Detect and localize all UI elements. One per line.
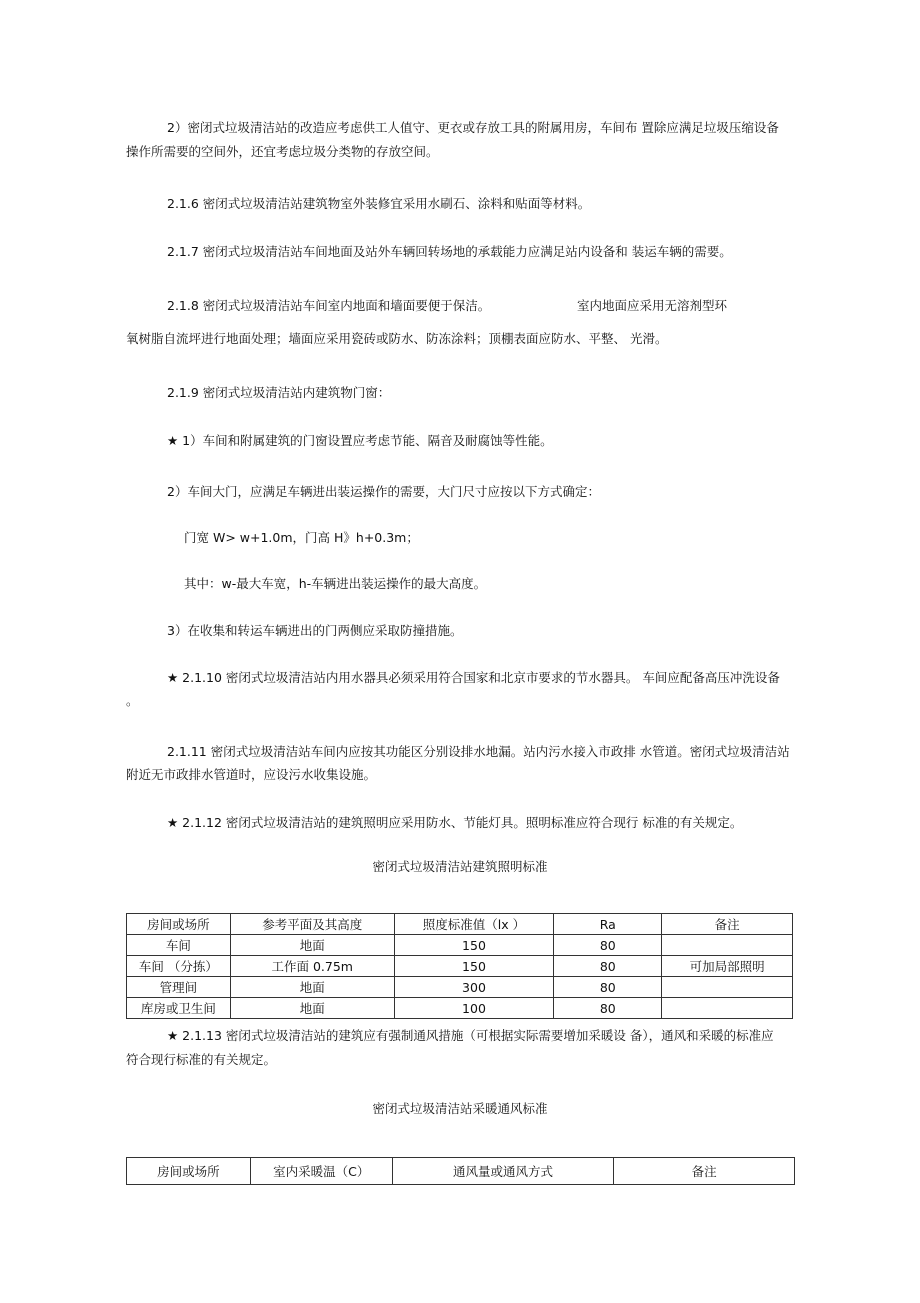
table1-title: 密闭式垃圾清洁站建筑照明标准 (372, 859, 548, 874)
formula-note: 其中：w-最大车宽，h-车辆进出装运操作的最大高度。 (184, 576, 487, 591)
para-2-1-8-line2: 氧树脂自流坪进行地面处理；墙面应采用瓷砖或防水、防冻涂料；顶棚表面应防水、平整、 光滑。 (126, 331, 668, 346)
table-cell: 80 (554, 998, 662, 1019)
table-cell: 80 (554, 956, 662, 977)
table-cell: 300 (394, 977, 554, 998)
table-row (127, 935, 793, 956)
table-cell: 可加局部照明 (662, 956, 793, 977)
para-2-1-8-a: 2.1.8 密闭式垃圾清洁站车间室内地面和墙面要便于保洁。 (167, 298, 491, 313)
para-2-line1: 2）密闭式垃圾清洁站的改造应考虑供工人值守、更衣或存放工具的附属用房，车间布 置除应满足垃圾压缩设备 (167, 120, 779, 135)
table-row (127, 956, 793, 977)
table-cell (662, 935, 793, 956)
table-header-cell: 房间或场所 (127, 1158, 251, 1185)
table-cell: 150 (394, 956, 554, 977)
para-2-1-11-line2: 附近无市政排水管道时，应设污水收集设施。 (126, 767, 377, 782)
table-header-cell: 备注 (662, 914, 793, 935)
para-2-1-6: 2.1.6 密闭式垃圾清洁站建筑物室外装修宜采用水刷石、涂料和贴面等材料。 (167, 196, 591, 211)
para-2-1-9: 2.1.9 密闭式垃圾清洁站内建筑物门窗： (167, 385, 391, 400)
table-cell: 车间 （分拣） (127, 956, 231, 977)
table-cell: 库房或卫生间 (127, 998, 231, 1019)
table-header-cell: 参考平面及其高度 (230, 914, 394, 935)
lighting-standard-table (126, 913, 793, 1019)
table-cell (662, 998, 793, 1019)
table-cell: 管理间 (127, 977, 231, 998)
para-2-line2: 操作所需要的空间外，还宜考虑垃圾分类物的存放空间。 (126, 144, 439, 159)
table-header-cell: 房间或场所 (127, 914, 231, 935)
table-cell: 100 (394, 998, 554, 1019)
table-row (127, 998, 793, 1019)
para-2-1-9-item2: 2）车间大门，应满足车辆进出装运操作的需要，大门尺寸应按以下方式确定： (167, 484, 600, 499)
para-2-1-13-line1: ★ 2.1.13 密闭式垃圾清洁站的建筑应有强制通风措施（可根据实际需要增加采暖设 备），通风和采暖的标准应 (167, 1028, 774, 1043)
table-cell (662, 977, 793, 998)
table-header-cell: 室内采暖温（C） (250, 1158, 392, 1185)
para-2-1-13-line2: 符合现行标准的有关规定。 (126, 1052, 277, 1067)
table-cell: 工作面 0.75m (230, 956, 394, 977)
para-2-1-10-line2: 。 (126, 693, 139, 708)
heating-ventilation-table (126, 1157, 795, 1185)
para-2-1-12: ★ 2.1.12 密闭式垃圾清洁站的建筑照明应采用防水、节能灯具。照明标准应符合现行 标准的有关规定。 (167, 815, 743, 830)
table-header-cell: Ra (554, 914, 662, 935)
para-2-1-9-item1: ★ 1）车间和附属建筑的门窗设置应考虑节能、隔音及耐腐蚀等性能。 (167, 433, 553, 448)
para-2-1-10-line1: ★ 2.1.10 密闭式垃圾清洁站内用水器具必须采用符合国家和北京市要求的节水器具。 车间应配备高压冲洗设备 (167, 670, 780, 685)
table-row (127, 977, 793, 998)
table-cell: 地面 (230, 935, 394, 956)
table-header-cell: 照度标准值（lx ） (394, 914, 554, 935)
table-cell: 地面 (230, 977, 394, 998)
table-cell: 150 (394, 935, 554, 956)
para-2-1-9-item3: 3）在收集和转运车辆进出的门两侧应采取防撞措施。 (167, 623, 463, 638)
table-cell: 地面 (230, 998, 394, 1019)
para-2-1-7: 2.1.7 密闭式垃圾清洁站车间地面及站外车辆回转场地的承载能力应满足站内设备和 装运车辆的需要。 (167, 244, 732, 259)
table-cell: 车间 (127, 935, 231, 956)
table-header-cell: 通风量或通风方式 (392, 1158, 614, 1185)
table-header-row (127, 914, 793, 935)
door-size-formula: 门宽 W> w+1.0m，门高 H》h+0.3m； (184, 530, 419, 545)
table-cell: 80 (554, 935, 662, 956)
table2-title: 密闭式垃圾清洁站采暖通风标准 (372, 1101, 548, 1116)
para-2-1-11-line1: 2.1.11 密闭式垃圾清洁站车间内应按其功能区分别设排水地漏。站内污水接入市政排 水管道。密闭式垃圾清洁站 (167, 744, 790, 759)
table-header-row (127, 1158, 795, 1185)
table-cell: 80 (554, 977, 662, 998)
table-header-cell: 备注 (614, 1158, 795, 1185)
para-2-1-8-b: 室内地面应采用无溶剂型环 (577, 298, 728, 313)
